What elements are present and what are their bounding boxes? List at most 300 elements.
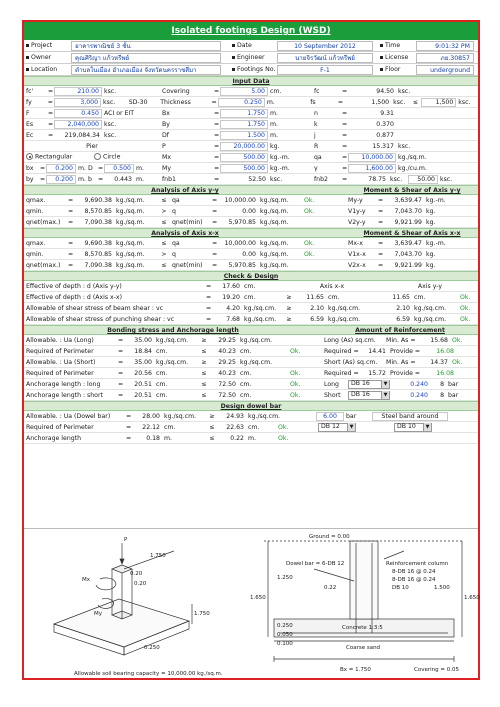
row-value: 7,090.38	[84, 261, 112, 269]
reinf-short-min-label: Min. As =	[386, 358, 416, 366]
b-value: 0.443	[114, 175, 132, 183]
equals-sign: =	[378, 218, 384, 226]
location-field[interactable]: ตำบลในเมือง อำเภอเมือง จังหวัดนครราชสีมา	[71, 65, 221, 75]
concrete-label: Concrete 1:3:5	[342, 625, 383, 631]
bond-unit: kg./sq.cm.	[156, 336, 189, 344]
engineer-label: Engineer	[237, 54, 265, 61]
axis_x-row	[24, 260, 478, 271]
row-op: ≤	[161, 218, 167, 226]
bond-value: 20.56	[134, 369, 152, 377]
bond-op: ≤	[201, 391, 207, 399]
bond-unit: cm.	[156, 347, 168, 355]
dowel-r2-label: Required of Perimeter	[26, 423, 94, 431]
equals-sign: =	[118, 369, 124, 377]
input-row-Es: Es = 2,040,000 ksc. By = 1.750 m. k = 0.370	[24, 119, 478, 130]
row-label2: q	[172, 250, 176, 258]
axis_y-row	[24, 217, 478, 228]
Mx-input[interactable]: 500.00	[220, 153, 268, 162]
My-unit: kg.-m.	[270, 164, 290, 172]
by-input[interactable]: 0.200	[46, 175, 76, 184]
dowel-r2-unit: cm.	[164, 423, 176, 431]
soil-capacity-note: Allowable soil bearing capacity = 10,000.00 kg./sq.m.	[74, 671, 223, 677]
row-label2: qnet(min)	[172, 261, 203, 269]
bond-label: Required of Perimeter	[26, 369, 94, 377]
bond-ok: Ok.	[290, 347, 301, 355]
reinforcement-table	[322, 335, 478, 401]
axis-x-table	[24, 238, 478, 271]
P-input[interactable]: 20,000.00	[220, 142, 268, 151]
check-r2-label: Effective of depth : d (Axis x-x)	[26, 293, 123, 301]
long-bar-unit: bar	[448, 380, 459, 388]
bond-unit2: kg./sq.cm.	[240, 336, 273, 344]
Df-label: Df	[162, 131, 169, 139]
dowel-bar-unit: bar	[346, 412, 357, 420]
moment-label: V2y-y	[348, 218, 366, 226]
D-unit: m.	[136, 164, 144, 172]
equals-sign: =	[68, 196, 74, 204]
bar-label-2: 8-DB 16 @ 0.24	[392, 577, 436, 583]
bond-unit: cm.	[156, 380, 168, 388]
By-input[interactable]: 1.750	[220, 120, 268, 129]
check-r4-xu: kg./sq.cm.	[328, 315, 361, 323]
owner-label: Owner	[31, 54, 52, 61]
moment-y-header: Moment & Shear of Axis y-y	[346, 185, 478, 195]
row-value2: 5,970.85	[228, 218, 256, 226]
moment-value: 9,921.99	[394, 218, 422, 226]
equals-sign: =	[378, 261, 384, 269]
check-r1-value: 17.60	[222, 282, 240, 290]
reinf-long-req-value: 14.41	[368, 347, 386, 355]
row-label2: qa	[172, 239, 180, 247]
equals-sign: =	[68, 207, 74, 215]
n-label: n	[314, 109, 318, 117]
info-row-1	[24, 40, 478, 52]
footings-field[interactable]: F-1	[277, 65, 373, 75]
row-ok: Ok.	[304, 207, 315, 215]
dowel-r3-label: Anchorage length	[26, 434, 82, 442]
dowel-bar-selected: DB 12	[321, 423, 340, 430]
fs-op: ≤	[412, 98, 419, 106]
moment-label: V2x-x	[348, 261, 366, 269]
input-row-fy: fy = 3,000 ksc. SD-30 Thickness = 0.250 m. fs = 1,500 ksc. ≤ 1,500 ksc.	[24, 97, 478, 108]
reinf-short-label: Short (As) sq.cm.	[324, 358, 378, 366]
band-bar-select[interactable]	[394, 423, 432, 432]
bond-value2: 29.25	[218, 358, 236, 366]
row-unit: kg./sq.m.	[116, 207, 145, 215]
check-r4-yu: kg./sq.cm.	[414, 315, 447, 323]
bond-value: 18.84	[134, 347, 152, 355]
by-label: by	[26, 175, 34, 183]
reinforcement-header: Amount of Reinforcement	[322, 325, 478, 335]
equals-sign: =	[118, 347, 124, 355]
floor-label: Floor	[385, 66, 401, 73]
footing-design-sheet	[22, 20, 480, 680]
row-ok: Ok.	[304, 196, 315, 204]
fnb1-unit: ksc.	[270, 175, 283, 183]
reinf-row-2	[322, 346, 478, 357]
dowel-r3-value: 0.18	[146, 434, 160, 442]
dowel-r2-op: ≤	[209, 423, 215, 431]
row-ok: Ok.	[304, 250, 315, 258]
rectangular-label: Rectangular	[35, 153, 73, 161]
fy-unit: ksc.	[103, 98, 116, 106]
dowel-r1-value2: 24.93	[226, 412, 244, 420]
n-value: 9.31	[380, 109, 394, 117]
check-axis-y-label: Axis y-y	[417, 282, 443, 290]
footings-label: Footings No.	[237, 66, 276, 73]
floor-field[interactable]: underground	[416, 65, 474, 75]
moment-My-label: My	[94, 611, 103, 617]
info-row-2	[24, 52, 478, 64]
fs-limit[interactable]: 1,500	[421, 98, 457, 107]
row-op: ≤	[161, 239, 167, 247]
dowel-r3-unit2: m.	[248, 434, 256, 442]
owner-field[interactable]: คุณศิริญา แก้วหรีพย์	[71, 53, 221, 63]
reinf-row-4	[322, 368, 478, 379]
dowel-r2-ok: Ok.	[278, 423, 289, 431]
sheet-title: Isolated footings Design (WSD)	[24, 22, 478, 40]
reinf-short-ok: Ok.	[452, 358, 463, 366]
check-r1-label: Effective of depth : d (Axis y-y)	[26, 282, 122, 290]
reinf-long-label: Long (As) sq.cm.	[324, 336, 376, 344]
Ec-label: Ec	[26, 131, 34, 139]
check-r2-unit: cm.	[244, 293, 256, 301]
dowel-r3-unit: m.	[164, 434, 172, 442]
short-bar-selected: DB 16	[351, 391, 370, 398]
moment-value: 7,043.70	[394, 207, 422, 215]
row-op: ≤	[161, 196, 167, 204]
fnb1-label: fnb1	[162, 175, 176, 183]
equals-sign: =	[68, 250, 74, 258]
fc-label: fc'	[26, 87, 34, 95]
check-r3-x: 2.10	[310, 304, 324, 312]
dowel-r1-label: Allowable. : Ua (Dowel bar)	[26, 412, 111, 420]
check-r3-value: 4.20	[226, 304, 240, 312]
dim-2: 0.22	[324, 585, 337, 591]
Ec-value: 219,084.34	[64, 131, 100, 139]
qa-input[interactable]: 10,000.00	[348, 153, 396, 162]
row-unit2: kg./sq.m.	[260, 207, 289, 215]
bond-row	[24, 357, 322, 368]
thickness-label: Thickness	[160, 98, 191, 106]
bond-value: 20.51	[134, 391, 152, 399]
moment-Mx-label: Mx	[82, 577, 91, 583]
row-value: 7,090.38	[84, 218, 112, 226]
date-field[interactable]: 10 September 2012	[277, 41, 373, 51]
row-value2: 0.00	[242, 207, 256, 215]
time-field[interactable]: 9:01:32 PM	[416, 41, 474, 51]
bond-headers	[24, 325, 478, 335]
fy-input[interactable]: 3,000	[54, 98, 101, 107]
reinf-long-prov-label: Provide =	[390, 347, 421, 355]
ground-level-label: Ground = 0.00	[309, 534, 350, 540]
row-label2: qa	[172, 196, 180, 204]
dowel-header: Design dowel bar	[24, 401, 478, 411]
bond-op: ≤	[201, 380, 207, 388]
reinf-short-prov-label: Provide =	[390, 369, 421, 377]
dowel-r2-unit2: cm.	[248, 423, 260, 431]
license-field[interactable]: ภย.30857	[416, 53, 474, 63]
dim-8: 1.650	[464, 595, 480, 601]
reinf-short-min-value: 14.37	[430, 358, 448, 366]
chevron-down-icon: ▼	[381, 391, 389, 399]
check-r3-op: ≥	[286, 304, 292, 312]
fnb2-unit: ksc.	[390, 175, 403, 183]
row-unit2: kg./sq.m.	[260, 239, 289, 247]
check-r4-x: 6.59	[310, 315, 324, 323]
equals-sign: =	[212, 218, 218, 226]
row-unit: kg./sq.m.	[116, 218, 145, 226]
project-field[interactable]: อาคารพาณิชย์ 3 ชั้น	[71, 41, 221, 51]
long-bar-spacing: 0.240	[410, 380, 428, 388]
row-label: qmax.	[26, 239, 46, 247]
row-unit2: kg./sq.m.	[260, 250, 289, 258]
bx-label: bx	[26, 164, 34, 172]
covering-unit: cm.	[270, 87, 282, 95]
check-row-4: Allowable of shear stress of punching shear : vc = 7.68 kg./sq.cm. ≥ 6.59 kg./sq.cm. 6.59 kg./sq.cm. Ok.	[24, 314, 478, 325]
thickness-unit: m.	[266, 98, 275, 106]
bond-label: Allowable. : Ua (Long)	[26, 336, 94, 344]
dim-7: 1.500	[434, 585, 450, 591]
row-label2: q	[172, 207, 176, 215]
bond-table	[24, 335, 322, 401]
bond-row	[24, 346, 322, 357]
row-ok: Ok.	[304, 239, 315, 247]
input-row-F: F = 0.450 ACI or EIT Bx = 1.750 m. n = 9.31	[24, 108, 478, 119]
row-label: qnet(max.)	[26, 218, 61, 226]
long-bar-select[interactable]	[348, 380, 390, 389]
band-bar-selected: DB 10	[397, 423, 416, 430]
iso-bx-dim: 1.750	[150, 553, 166, 559]
Bx-unit: m.	[270, 109, 278, 117]
short-bar-select[interactable]	[348, 391, 390, 400]
location-label: Location	[31, 66, 58, 73]
moment-label: V1y-y	[348, 207, 366, 215]
check-r2-y: 11.65	[392, 293, 410, 301]
bx-input[interactable]: 0.200	[46, 164, 76, 173]
fs-label: fs	[310, 98, 316, 106]
dowel-r1-value: 28.00	[142, 412, 160, 420]
fnb2-limit-unit: ksc.	[440, 175, 453, 183]
dowel-r3-ok: Ok.	[278, 434, 289, 442]
license-label: License	[385, 54, 409, 61]
j-value: 0.877	[376, 131, 394, 139]
Df-input[interactable]: 1.500	[220, 131, 268, 140]
section-bx-dim: Bx = 1.750	[340, 667, 371, 673]
moment-value: 3,639.47	[394, 196, 422, 204]
long-bar-count: 8	[440, 380, 444, 388]
bond-label: Anchorage length : long	[26, 380, 101, 388]
row-op: >	[161, 250, 167, 258]
check-r2-op: ≥	[286, 293, 292, 301]
section-covering-label: Covering = 0.05	[414, 667, 459, 673]
row-unit2: kg./sq.m.	[260, 218, 289, 226]
row-value: 9,690.38	[84, 196, 112, 204]
check-r3-xu: kg./sq.cm.	[328, 304, 361, 312]
k-label: k	[314, 120, 318, 128]
dowel-bar-count[interactable]: 6.00	[316, 412, 344, 421]
D-input[interactable]: 0.500	[104, 164, 134, 173]
reinf-long-prov-value: 16.08	[436, 347, 454, 355]
check-r3-label: Allowable of shear stress of beam shear : vc	[26, 304, 164, 312]
check-r4-value: 7.68	[226, 315, 240, 323]
moment-unit: kg.	[426, 218, 436, 226]
check-r4-op: ≥	[286, 315, 292, 323]
bond-unit: cm.	[156, 369, 168, 377]
b-label: b	[88, 175, 92, 183]
check-row-3: Allowable of shear stress of beam shear : vc = 4.20 kg./sq.cm. ≥ 2.10 kg./sq.cm. 2.10 kg./sq.cm. Ok.	[24, 303, 478, 314]
check-r2-x: 11.65	[306, 293, 324, 301]
axis-x-headers	[24, 228, 478, 238]
equals-sign: =	[378, 239, 384, 247]
dowel-r2-value2: 22.63	[226, 423, 244, 431]
input-data-header: Input Data	[24, 76, 478, 86]
check-axis-x-label: Axis x-x	[319, 282, 345, 290]
row-label: qmax.	[26, 196, 46, 204]
fc2-value: 94.50	[376, 87, 394, 95]
bar-label-1: 8-DB 16 @ 0.24	[392, 569, 436, 575]
By-unit: m.	[270, 120, 278, 128]
Mx-unit: kg.-m.	[270, 153, 290, 161]
bond-unit: kg./sq.cm.	[156, 358, 189, 366]
bx-unit: m.	[78, 164, 86, 172]
dowel-r1-unit2: kg./sq.cm.	[248, 412, 281, 420]
dim-4: 0.250	[277, 623, 293, 629]
moment-x-header: Moment & Shear of Axis x-x	[346, 228, 478, 238]
fnb2-value: 78.75	[368, 175, 386, 183]
fc2-unit: ksc.	[398, 87, 411, 95]
check-r4-label: Allowable of shear stress of punching shear : vc	[26, 315, 175, 323]
fnb1-value: 52.50	[248, 175, 266, 183]
moment-value: 3,639.47	[394, 239, 422, 247]
fc2-label: fc	[314, 87, 320, 95]
row-label: qnet(max.)	[26, 261, 61, 269]
My-input[interactable]: 500.00	[220, 164, 268, 173]
bond-header: Bonding stress and Anchorage length	[24, 325, 322, 335]
reinf-row-1	[322, 335, 478, 346]
F-input[interactable]: 0.450	[54, 109, 102, 118]
input-row-Mx: Rectangular Circle Mx = 500.00 kg.-m. qa = 10,000.00 kg./sq.m.	[24, 152, 478, 163]
moment-unit: kg.	[426, 207, 436, 215]
input-row-fc: fc' = 210.00 ksc. Covering = 5.00 cm. fc = 94.50 ksc.	[24, 86, 478, 97]
equals-sign: =	[118, 391, 124, 399]
bond-value: 35.00	[134, 336, 152, 344]
project-label: Project	[31, 42, 53, 49]
bond-unit2: cm.	[240, 369, 252, 377]
equals-sign: =	[68, 239, 74, 247]
b-unit: m.	[136, 175, 144, 183]
bond-block	[24, 335, 478, 401]
row-value2: 5,970.85	[228, 261, 256, 269]
dowel-bar-label: Dowel bar = 6-DB 12	[286, 561, 345, 567]
bond-ok: Ok.	[290, 380, 301, 388]
check-r3-y: 2.10	[396, 304, 410, 312]
steel-band-label: Steel band around	[372, 412, 448, 421]
fnb2-limit[interactable]: 50.00	[408, 175, 438, 184]
row-unit: kg./sq.m.	[116, 196, 145, 204]
thickness-input[interactable]: 0.250	[218, 98, 265, 107]
bond-label: Allowable. : Ua (Short)	[26, 358, 96, 366]
by-unit: m.	[78, 175, 86, 183]
gamma-label: γ	[314, 164, 318, 172]
row-value: 8,570.85	[84, 250, 112, 258]
bond-ok: Ok.	[290, 369, 301, 377]
rectangular-radio[interactable]	[24, 153, 92, 161]
radio-icon	[26, 153, 33, 160]
Df-unit: m.	[270, 131, 278, 139]
load-P-label: P	[124, 537, 128, 543]
Es-input[interactable]: 2,040,000	[54, 120, 102, 129]
row-op: >	[161, 207, 167, 215]
bar-label-3: DB 10	[392, 585, 409, 591]
check-row-2: Effective of depth : d (Axis x-x) = 19.20 cm. ≥ 11.65 cm. 11.65 cm. Ok.	[24, 292, 478, 303]
input-row-Ec: Ec = 219,084.34 ksc. Df = 1.500 m. j = 0.877	[24, 130, 478, 141]
R-unit: ksc.	[398, 142, 411, 150]
bond-label: Required of Perimeter	[26, 347, 94, 355]
engineer-field[interactable]: นายจิรวัฒน์ แก้วหรีพย์	[277, 53, 373, 63]
input-row-P: Pier P = 20,000.00 kg. R = 15.317 ksc.	[24, 141, 478, 152]
time-label: Time	[385, 42, 401, 49]
fs-unit: ksc.	[393, 98, 406, 106]
check-r2-value: 19.20	[222, 293, 240, 301]
row-unit: kg./sq.m.	[116, 261, 145, 269]
dowel-row-3: Anchorage length = 0.18 m. ≤ 0.22 m. Ok.	[24, 433, 478, 444]
R-label: R	[314, 142, 319, 150]
circle-radio[interactable]	[92, 153, 160, 161]
By-label: By	[162, 120, 170, 128]
row-value: 9,690.38	[84, 239, 112, 247]
iso-px-dim: 0.20	[130, 571, 143, 577]
info-row-3	[24, 64, 478, 76]
gamma-input[interactable]: 1,600.00	[348, 164, 396, 173]
footing-drawing-svg	[24, 529, 478, 679]
reinf-long-ok: Ok.	[452, 336, 463, 344]
qa-unit: kg./sq.m.	[398, 153, 427, 161]
fc-input[interactable]: 210.00	[54, 87, 102, 96]
dowel-row-1: Allowable. : Ua (Dowel bar) = 28.00 kg./sq.cm. ≥ 24.93 kg./sq.cm. 6.00 bar Steel band around	[24, 411, 478, 422]
short-bar-count: 8	[440, 391, 444, 399]
row-label2: qnet(min)	[172, 218, 203, 226]
Bx-label: Bx	[162, 109, 170, 117]
equals-sign: =	[378, 207, 384, 215]
equals-sign: =	[212, 196, 218, 204]
moment-label: My-y	[348, 196, 363, 204]
short-bar-unit: bar	[448, 391, 459, 399]
iso-thickness-dim: 0.250	[144, 645, 160, 651]
iso-by-dim: 1.750	[194, 611, 210, 617]
moment-unit: kg.-m.	[426, 239, 446, 247]
chevron-down-icon: ▼	[423, 423, 431, 431]
check-r1-unit: cm.	[244, 282, 256, 290]
dim-6: 0.100	[277, 641, 293, 647]
row-unit2: kg./sq.m.	[260, 196, 289, 204]
date-label: Date	[237, 42, 252, 49]
check-design-header: Check & Design	[24, 271, 478, 281]
moment-label: Mx-x	[348, 239, 363, 247]
row-op: ≤	[161, 261, 167, 269]
Bx-input[interactable]: 1.750	[220, 109, 268, 118]
reinf-short-req-label: Required =	[324, 369, 359, 377]
bond-op: ≤	[201, 347, 207, 355]
row-unit2: kg./sq.m.	[260, 261, 289, 269]
check-r4-unit: kg./sq.cm.	[244, 315, 277, 323]
iso-py-dim: 0.20	[134, 581, 147, 587]
dim-5: 0.050	[277, 632, 293, 638]
radio-icon	[94, 153, 101, 160]
equals-sign: =	[212, 239, 218, 247]
dowel-bar-select[interactable]	[318, 423, 356, 432]
covering-input[interactable]: 5.00	[220, 87, 268, 96]
